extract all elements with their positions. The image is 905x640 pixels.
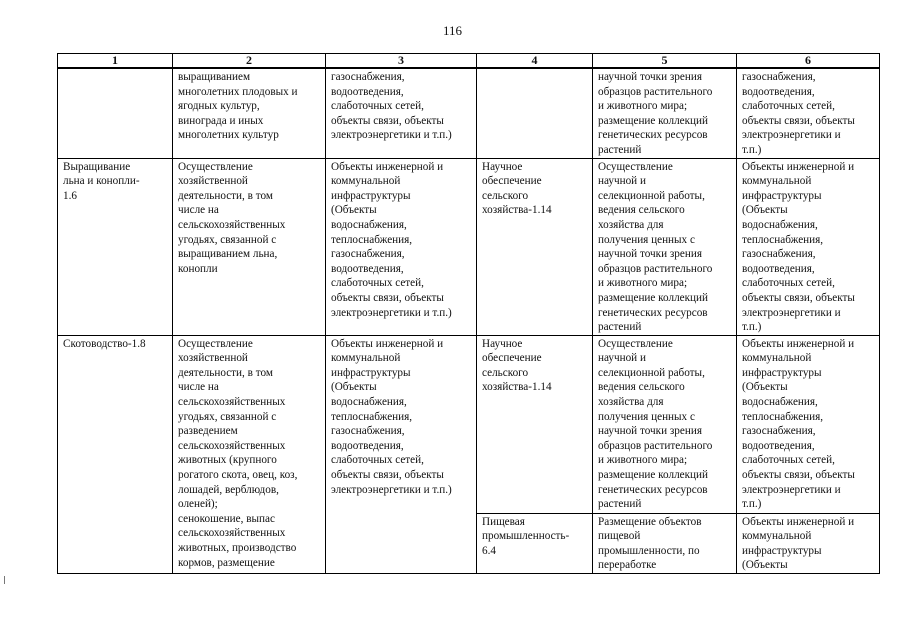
table-header-row — [58, 54, 880, 69]
table-cell: Осуществление хозяйственной деятельности, в том числе на сельскохозяйственных угодьях, связанной с разведением сельскохозяйственных животных (крупного рогатого скота, овец, коз, лошадей, верблюдов, оленей); сенокошение, выпас сельскохозяйственных животных, производство кормов, размещение — [173, 335, 326, 573]
column-header: 1 — [58, 54, 173, 69]
table-cell: научной точки зрения образцов растительного и животного мира; размещение коллекций генетических ресурсов растений — [593, 68, 737, 158]
column-header: 4 — [477, 54, 593, 69]
table-cell: газоснабжения, водоотведения, слаботочных сетей, объекты связи, объекты электроэнергетики и т.п.) — [737, 68, 880, 158]
table-row — [58, 68, 880, 158]
table-cell: Размещение объектов пищевой промышленности, по переработке — [593, 513, 737, 573]
table-cell: Объекты инженерной и коммунальной инфраструктуры (Объекты водоснабжения, теплоснабжения, газоснабжения, водоотведения, слаботочных сетей, объекты связи, объекты электроэнергетики и т.п.) — [737, 335, 880, 513]
table-cell: Объекты инженерной и коммунальной инфраструктуры (Объекты водоснабжения, теплоснабжения, газоснабжения, водоотведения, слаботочных сетей, объекты связи, объекты электроэнергетики и т.п.) — [326, 335, 477, 573]
table-cell: Научное обеспечение сельского хозяйства-1.14 — [477, 158, 593, 335]
column-header: 3 — [326, 54, 477, 69]
table-row — [58, 158, 880, 335]
table-cell: Осуществление научной и селекционной работы, ведения сельского хозяйства для получения ценных с научной точки зрения образцов растительного и животного мира; размещение коллекций генетических ресурсов растений — [593, 335, 737, 513]
column-header: 2 — [173, 54, 326, 69]
table-cell: выращиванием многолетних плодовых и ягодных культур, винограда и иных многолетних культур — [173, 68, 326, 158]
table-cell — [58, 68, 173, 158]
column-header: 5 — [593, 54, 737, 69]
land-use-table — [57, 53, 880, 574]
table-row — [58, 335, 880, 513]
column-header: 6 — [737, 54, 880, 69]
table-cell: Осуществление хозяйственной деятельности, в том числе на сельскохозяйственных угодьях, связанной с выращиванием льна, конопли — [173, 158, 326, 335]
table-cell: Объекты инженерной и коммунальной инфраструктуры (Объекты — [737, 513, 880, 573]
table-cell — [477, 68, 593, 158]
table-cell: Выращивание льна и конопли- 1.6 — [58, 158, 173, 335]
scan-edge-mark — [4, 576, 7, 584]
page-number: 116 — [442, 23, 463, 38]
table-cell: Скотоводство-1.8 — [58, 335, 173, 573]
table-cell: Пищевая промышленность- 6.4 — [477, 513, 593, 573]
table-cell: газоснабжения, водоотведения, слаботочных сетей, объекты связи, объекты электроэнергетики и т.п.) — [326, 68, 477, 158]
table-cell: Научное обеспечение сельского хозяйства-1.14 — [477, 335, 593, 513]
table-cell: Объекты инженерной и коммунальной инфраструктуры (Объекты водоснабжения, теплоснабжения, газоснабжения, водоотведения, слаботочных сетей, объекты связи, объекты электроэнергетики и т.п.) — [737, 158, 880, 335]
table-cell: Объекты инженерной и коммунальной инфраструктуры (Объекты водоснабжения, теплоснабжения, газоснабжения, водоотведения, слаботочных сетей, объекты связи, объекты электроэнергетики и т.п.) — [326, 158, 477, 335]
table-cell: Осуществление научной и селекционной работы, ведения сельского хозяйства для получения ценных с научной точки зрения образцов растительного и животного мира; размещение коллекций генетических ресурсов растений — [593, 158, 737, 335]
